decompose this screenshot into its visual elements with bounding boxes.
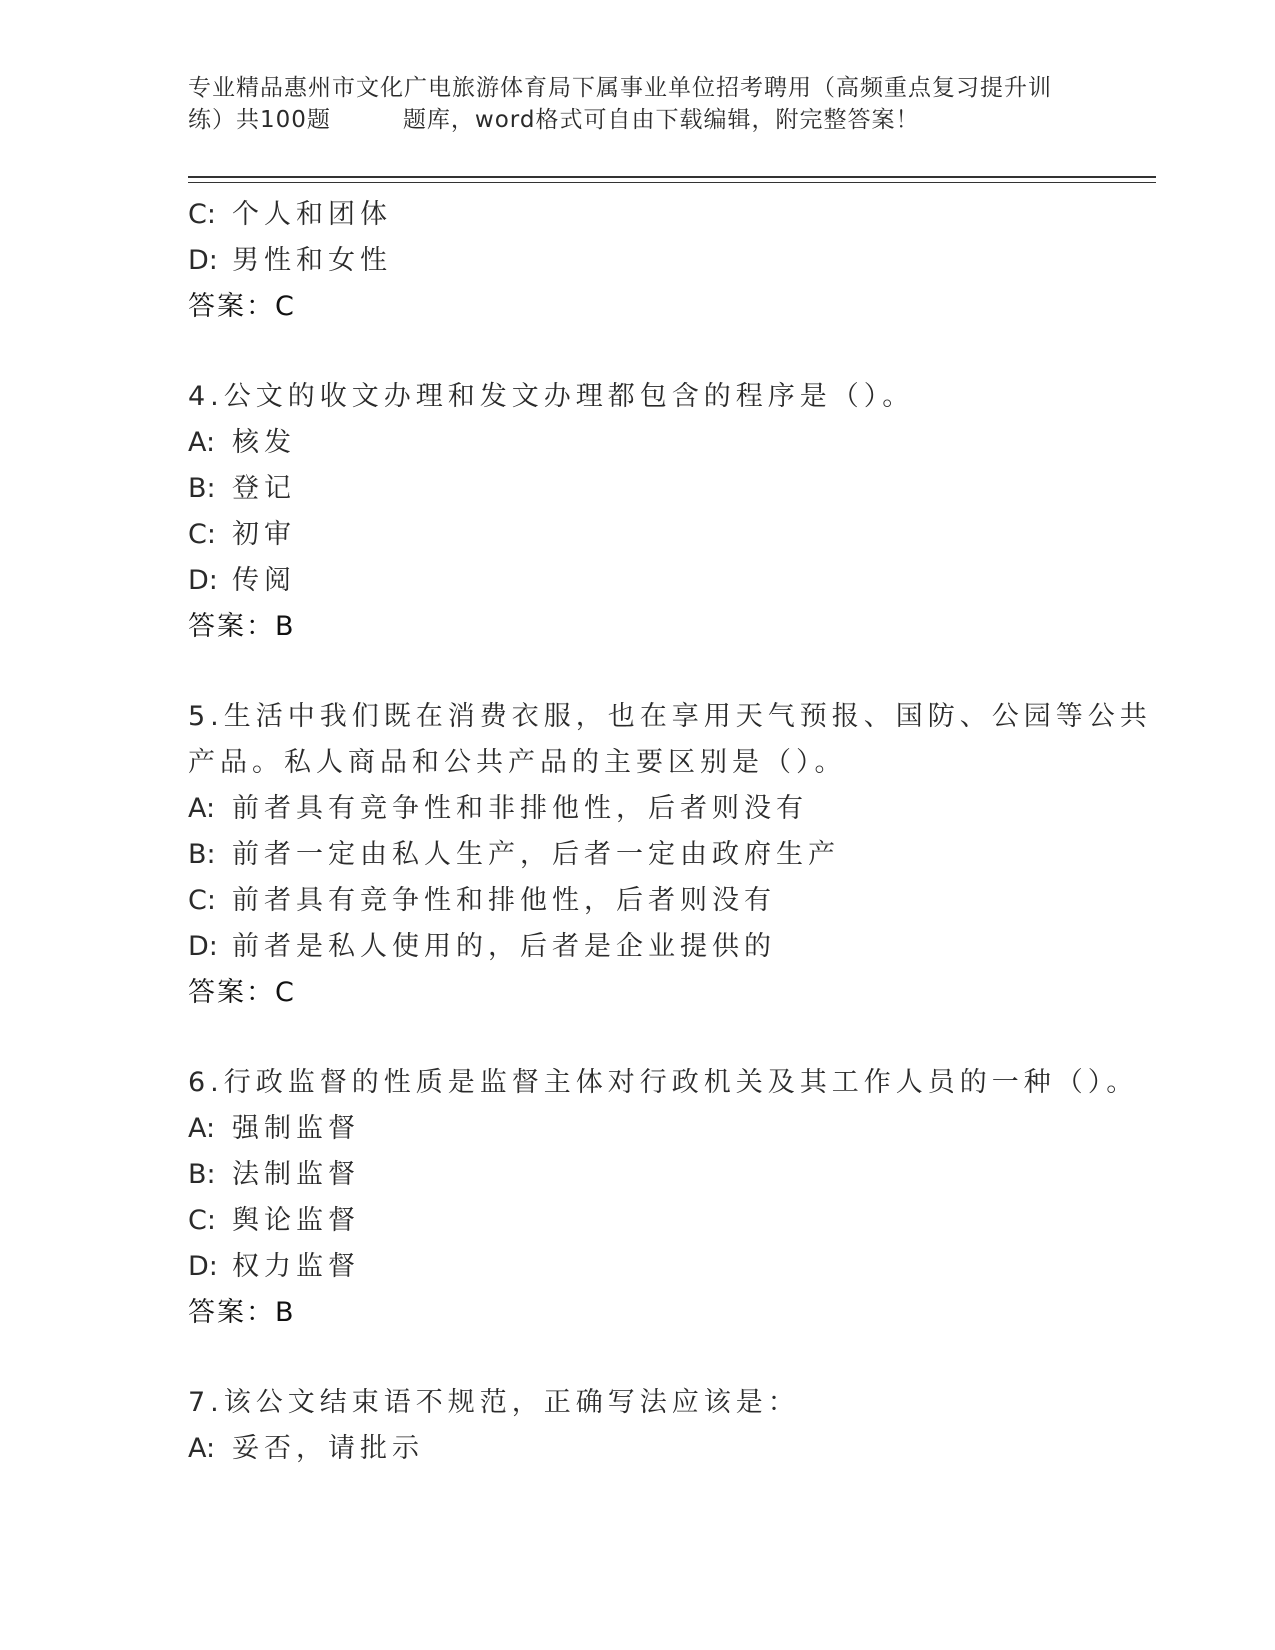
option-line [188, 558, 1088, 604]
question-stem: 6.行政监督的性质是监督主体对行政机关及其工作人员的一种（）。 [188, 1067, 1139, 1098]
option-key: B: [188, 473, 216, 504]
option-text: 初审 [232, 519, 296, 550]
option-key: A: [188, 1113, 216, 1144]
header-line-2-right: 题库，word格式可自由下载编辑，附完整答案！ [402, 107, 920, 133]
option-key: D: [188, 931, 218, 962]
option-text: 登记 [232, 473, 296, 504]
option-text: 前者是私人使用的，后者是企业提供的 [232, 931, 776, 962]
page-header [188, 72, 1088, 136]
option-key: C: [188, 519, 216, 550]
header-rule-thin [188, 182, 1156, 183]
option-key: D: [188, 1251, 218, 1282]
document-body [188, 192, 1152, 1472]
option-line [188, 192, 1088, 238]
question-continued [188, 192, 1088, 330]
answer-line: 答案：C [188, 291, 296, 322]
option-line [188, 1198, 1088, 1244]
answer-line: 答案：C [188, 977, 296, 1008]
option-line [188, 832, 1088, 878]
question-stem: 4.公文的收文办理和发文办理都包含的程序是（）。 [188, 381, 915, 412]
option-text: 权力监督 [232, 1251, 360, 1282]
answer-line: 答案：B [188, 611, 296, 642]
option-key: A: [188, 1433, 216, 1464]
option-line [188, 420, 1088, 466]
option-text: 前者具有竞争性和排他性，后者则没有 [232, 885, 776, 916]
question-stem-continued: 产品。私人商品和公共产品的主要区别是（）。 [188, 747, 847, 778]
answer-line: 答案：B [188, 1297, 296, 1328]
option-key: A: [188, 427, 216, 458]
option-key: C: [188, 199, 216, 230]
option-line [188, 1426, 1088, 1472]
option-line [188, 466, 1088, 512]
question-7 [188, 1380, 1088, 1472]
question-4 [188, 374, 1088, 650]
option-key: C: [188, 1205, 216, 1236]
option-text: 核发 [232, 427, 296, 458]
option-text: 男性和女性 [232, 245, 392, 276]
option-line [188, 512, 1088, 558]
option-key: A: [188, 793, 216, 824]
header-line-2-left: 练）共100题 [188, 107, 331, 133]
header-rule-thick [188, 176, 1156, 178]
option-key: C: [188, 885, 216, 916]
option-line [188, 786, 1088, 832]
option-text: 法制监督 [232, 1159, 360, 1190]
option-key: B: [188, 1159, 216, 1190]
option-line [188, 238, 1088, 284]
question-stem: 7.该公文结束语不规范，正确写法应该是： [188, 1387, 800, 1418]
header-line-1: 专业精品惠州市文化广电旅游体育局下属事业单位招考聘用（高频重点复习提升训 [188, 75, 1052, 101]
option-line [188, 878, 1088, 924]
option-line [188, 1152, 1088, 1198]
option-key: D: [188, 565, 218, 596]
question-5 [188, 694, 1152, 1016]
header-line-2 [188, 104, 1088, 136]
question-stem: 5.生活中我们既在消费衣服，也在享用天气预报、国防、公园等公共 [188, 701, 1152, 732]
option-key: B: [188, 839, 216, 870]
option-text: 舆论监督 [232, 1205, 360, 1236]
option-text: 强制监督 [232, 1113, 360, 1144]
option-line [188, 1244, 1088, 1290]
option-text: 前者一定由私人生产，后者一定由政府生产 [232, 839, 840, 870]
option-line [188, 924, 1088, 970]
question-6 [188, 1060, 1139, 1336]
option-text: 妥否，请批示 [232, 1433, 424, 1464]
option-text: 个人和团体 [232, 199, 392, 230]
option-text: 传阅 [232, 565, 296, 596]
option-text: 前者具有竞争性和非排他性，后者则没有 [232, 793, 808, 824]
option-key: D: [188, 245, 218, 276]
option-line [188, 1106, 1088, 1152]
